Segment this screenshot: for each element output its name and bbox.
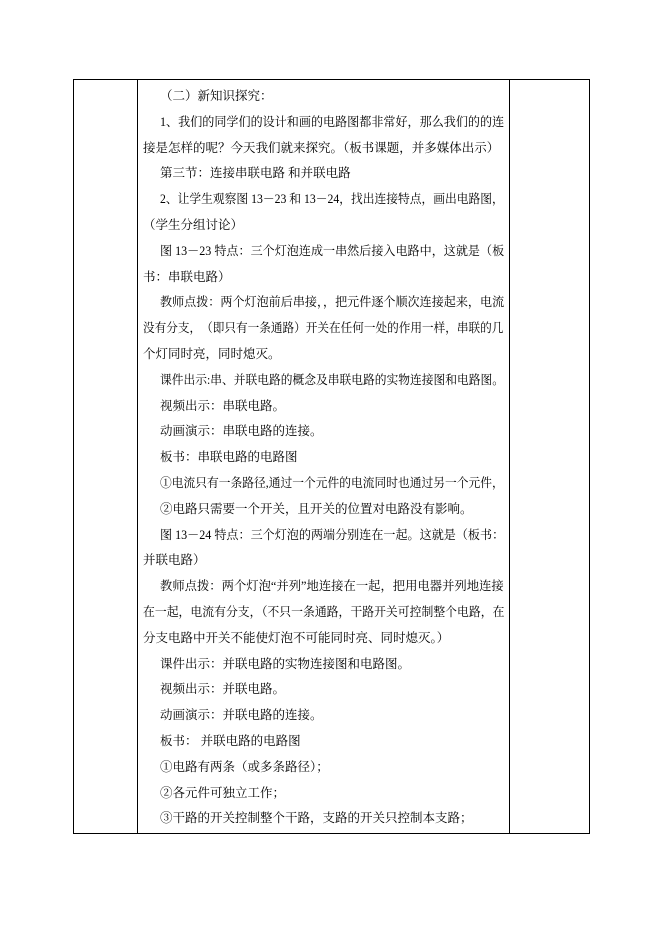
text-line — [143, 419, 504, 445]
text-line-content: ①电路有两条（或多条路径）； — [160, 759, 329, 774]
text-line — [143, 755, 504, 781]
text-line — [143, 368, 504, 394]
text-line — [143, 161, 504, 187]
text-line — [143, 239, 504, 265]
text-line-content: 在一起，电流有分支，（不只一条通路，干路开关可控制整个电路，在 — [143, 604, 505, 619]
text-line — [143, 187, 504, 213]
text-line — [143, 342, 504, 368]
text-line — [143, 265, 504, 291]
text-line-content: 个灯同时亮，同时熄灭。 — [143, 346, 281, 361]
text-line — [143, 729, 504, 755]
text-line-content: 视频出示：并联电路。 — [160, 682, 286, 697]
text-line-content: 并联电路） — [143, 553, 206, 568]
text-line-content: 没有分支， （即只有一条通路）开关在任何一处的作用一样，串联的几 — [143, 321, 504, 336]
text-line — [143, 110, 504, 136]
text-line-content: ①电流只有一条路径,通过一个元件的电流同时也通过另一个元件， — [160, 475, 504, 490]
margin-cell-left — [74, 80, 138, 833]
text-line — [143, 471, 504, 497]
text-line — [143, 703, 504, 729]
text-line-content: 板书：串联电路的电路图 — [160, 450, 298, 465]
text-line-content: 板书： 并联电路的电路图 — [160, 733, 301, 748]
text-line-content: 书：串联电路） — [143, 269, 231, 284]
text-line-content: 动画演示：并联电路的连接。 — [160, 708, 323, 723]
text-line-content: 图 13－23 特点：三个灯泡连成一串然后接入电路中，这就是（板 — [160, 243, 505, 258]
text-line — [143, 781, 504, 807]
margin-cell-right — [510, 80, 589, 833]
text-line — [143, 600, 504, 626]
text-line-content: （学生分组讨论） — [143, 217, 244, 232]
text-line — [143, 806, 504, 832]
text-line-content: 2、让学生观察图 13－23 和 13－24，找出连接特点，画出电路图， — [160, 192, 504, 207]
lesson-plan-table — [73, 79, 590, 834]
text-line-content: 分支电路中开关不能使灯泡不可能同时亮、同时熄灭。） — [143, 630, 450, 645]
text-line-content: 课件出示：并联电路的实物连接图和电路图。 — [160, 656, 411, 671]
text-line-content: ③干路的开关控制整个干路，支路的开关只控制本支路； — [160, 811, 473, 826]
text-line — [143, 652, 504, 678]
content-cell — [138, 80, 510, 833]
text-line — [143, 626, 504, 652]
text-line — [143, 136, 504, 162]
text-line-content: ②电路只需要一个开关，且开关的位置对电路没有影响。 — [160, 501, 473, 516]
text-line-content: 课件出示:串、并联电路的概念及串联电路的实物连接图和电路图。 — [160, 372, 505, 387]
text-line-content: 视频出示：串联电路。 — [160, 398, 286, 413]
text-line-content: 图 13－24 特点：三个灯泡的两端分别连在一起。这就是（板书： — [160, 527, 505, 542]
text-line-content: 动画演示：串联电路的连接。 — [160, 424, 323, 439]
text-line — [143, 574, 504, 600]
text-line — [143, 316, 504, 342]
text-line — [143, 497, 504, 523]
text-line-content: 教师点拨：两个灯泡前后串接，，把元件逐个顺次连接起来，电流 — [160, 295, 505, 310]
text-line-content: ②各元件可独立工作； — [160, 785, 286, 800]
text-line-content: 第三节：连接串联电路 和并联电路 — [160, 166, 351, 181]
text-line-content: 1、我们的同学们的设计和画的电路图都非常好，那么我们的的连 — [160, 114, 505, 129]
text-line-content: 接是怎样的呢？今天我们就来探究。（板书课题，并多媒体出示） — [143, 140, 500, 155]
text-line-content: 教师点拨：两个灯泡“并列”地连接在一起，把用电器并列地连接 — [160, 579, 504, 594]
text-line — [143, 523, 504, 549]
text-line-content: （二）新知识探究： — [160, 89, 273, 103]
text-line — [143, 677, 504, 703]
text-line — [143, 290, 504, 316]
text-line — [143, 84, 504, 110]
text-line — [143, 445, 504, 471]
text-line — [143, 548, 504, 574]
text-line — [143, 394, 504, 420]
text-line — [143, 213, 504, 239]
